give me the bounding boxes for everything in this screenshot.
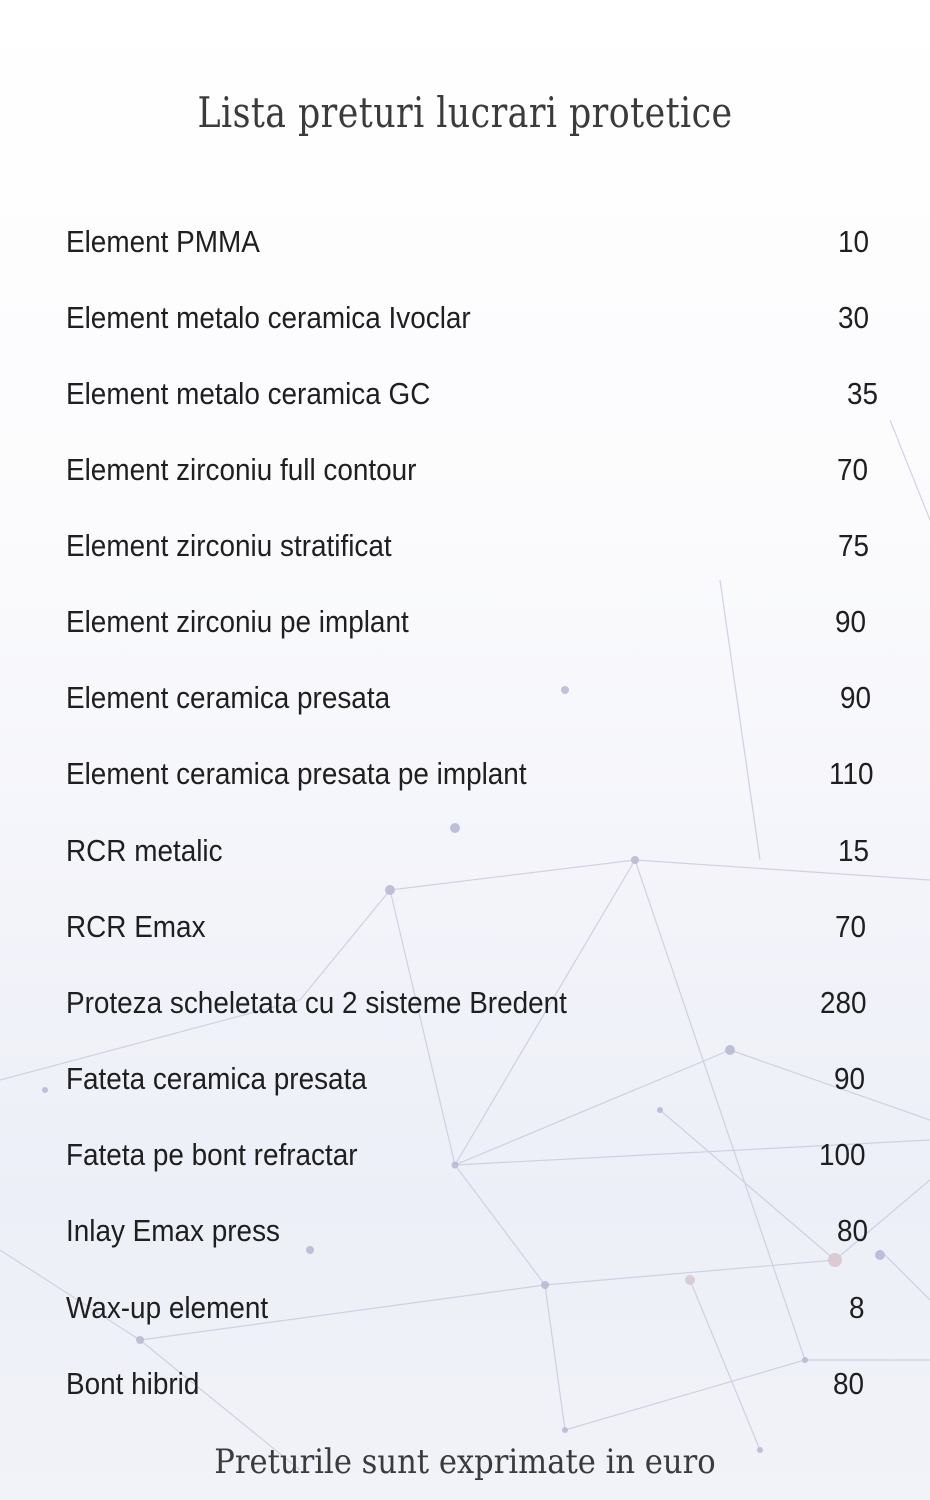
- currency-note: Preturile sunt exprimate in euro: [214, 1442, 716, 1482]
- item-name: Element zirconiu full contour: [66, 452, 417, 487]
- item-price: 10: [838, 224, 870, 259]
- item-price: 90: [834, 1061, 866, 1096]
- item-name: Element zirconiu stratificat: [66, 528, 392, 563]
- item-price: 35: [847, 376, 879, 411]
- item-name: Element ceramica presata: [66, 680, 391, 715]
- price-row: [66, 222, 876, 262]
- price-row: [66, 1059, 876, 1099]
- item-name: Element ceramica presata pe implant: [66, 756, 527, 791]
- item-name: Element metalo ceramica Ivoclar: [66, 300, 471, 335]
- price-row: [66, 983, 876, 1023]
- price-row: [66, 754, 876, 794]
- item-name: Fateta ceramica presata: [66, 1061, 367, 1096]
- item-name: Element zirconiu pe implant: [66, 604, 409, 639]
- item-price: 100: [819, 1137, 866, 1172]
- price-row: [66, 450, 876, 490]
- item-price: 80: [837, 1213, 869, 1248]
- item-name: Wax-up element: [66, 1290, 269, 1325]
- item-price: 110: [829, 756, 874, 791]
- price-row: [66, 1135, 876, 1175]
- item-price: 90: [840, 680, 872, 715]
- item-name: RCR metalic: [66, 833, 223, 868]
- price-row: [66, 374, 879, 414]
- item-price: 75: [838, 528, 870, 563]
- item-name: Element metalo ceramica GC: [66, 376, 431, 411]
- item-price: 15: [838, 833, 870, 868]
- price-row: [66, 602, 876, 642]
- price-row: [66, 1364, 876, 1404]
- price-row: [66, 298, 876, 338]
- item-name: Inlay Emax press: [66, 1213, 280, 1248]
- price-row: [66, 1211, 876, 1251]
- item-price: 70: [837, 452, 869, 487]
- item-price: 280: [820, 985, 867, 1020]
- item-price: 70: [835, 909, 867, 944]
- price-row: [66, 678, 876, 718]
- item-name: Proteza scheletata cu 2 sisteme Bredent: [66, 985, 567, 1020]
- item-name: Bont hibrid: [66, 1366, 200, 1401]
- page-title: Lista preturi lucrari protetice: [197, 88, 733, 138]
- item-price: 90: [835, 604, 867, 639]
- item-price: 80: [833, 1366, 865, 1401]
- price-row: [66, 1288, 876, 1328]
- item-name: Element PMMA: [66, 224, 260, 259]
- price-row: [66, 907, 876, 947]
- item-name: Fateta pe bont refractar: [66, 1137, 358, 1172]
- item-name: RCR Emax: [66, 909, 206, 944]
- item-price: 8: [849, 1290, 865, 1325]
- price-row: [66, 831, 876, 871]
- item-price: 30: [838, 300, 870, 335]
- price-row: [66, 526, 876, 566]
